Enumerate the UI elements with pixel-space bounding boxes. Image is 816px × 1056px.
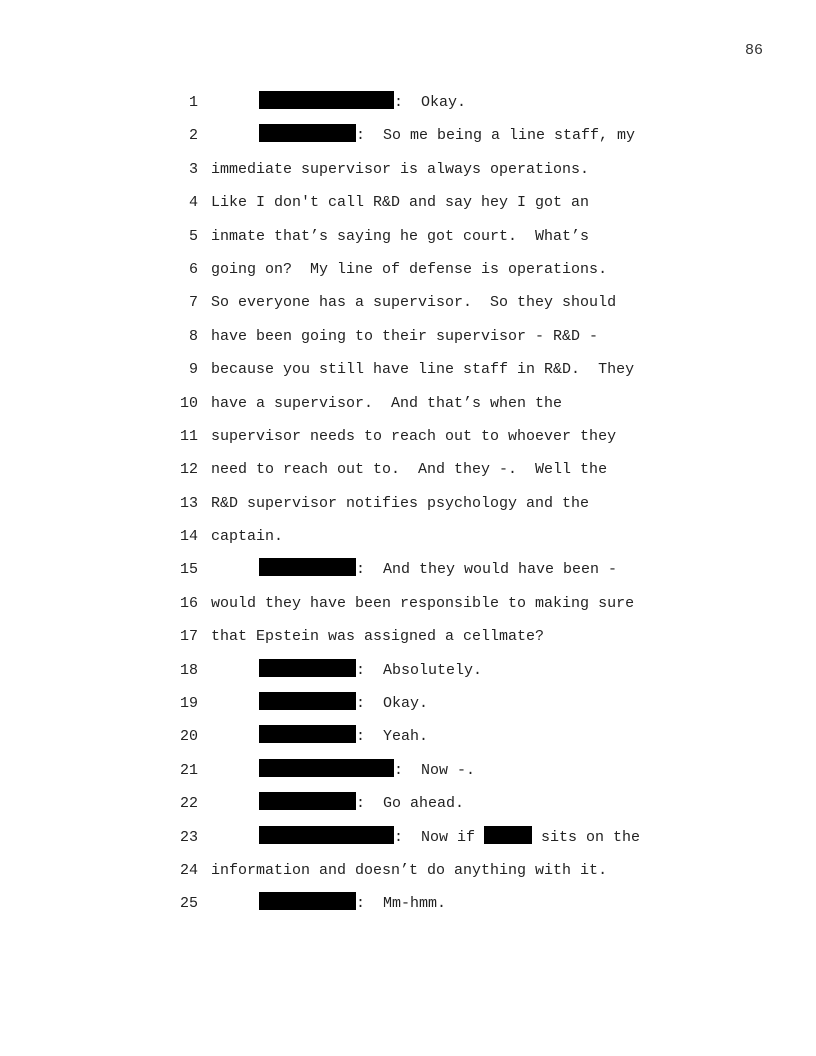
speaker-turn (259, 123, 635, 149)
speaker-turn (259, 90, 466, 116)
line-number: 4 (188, 194, 198, 212)
line-number: 22 (179, 795, 198, 813)
transcript-line (0, 257, 816, 290)
transcript-line (0, 524, 816, 557)
line-text: : Absolutely. (356, 661, 483, 679)
line-text: : Now -. (394, 761, 476, 779)
speaker-turn (259, 724, 428, 750)
line-text (211, 257, 607, 283)
transcript-line (0, 424, 816, 457)
line-number: 15 (179, 561, 198, 579)
speaker-turn (259, 791, 464, 817)
page-number: 86 (744, 42, 763, 59)
line-text (211, 591, 634, 617)
speaker-redaction (259, 659, 356, 677)
line-text: : Okay. (356, 695, 429, 713)
line-number: 24 (179, 861, 198, 879)
line-text-after: sits on the (532, 828, 641, 846)
speaker-turn (259, 557, 617, 583)
line-text: have a supervisor. And that’s when the (211, 394, 563, 412)
line-text: : So me being a line staff, my (356, 127, 636, 145)
line-number: 2 (188, 127, 198, 145)
speaker-turn (259, 691, 428, 717)
speaker-redaction (259, 558, 356, 576)
inline-redaction (484, 826, 532, 844)
line-number: 25 (179, 895, 198, 913)
line-text: : Go ahead. (356, 795, 465, 813)
line-number: 12 (179, 461, 198, 479)
line-text (211, 491, 589, 517)
line-text (211, 324, 598, 350)
line-text (211, 357, 634, 383)
speaker-redaction (259, 826, 394, 844)
transcript-line (0, 825, 816, 858)
transcript-line (0, 190, 816, 223)
line-text: going on? My line of defense is operations. (211, 260, 608, 278)
line-text: : Yeah. (356, 728, 429, 746)
line-text (211, 624, 544, 650)
transcript-line (0, 724, 816, 757)
speaker-redaction (259, 792, 356, 810)
line-text: information and doesn’t do anything with it. (211, 861, 608, 879)
line-text: : Mm-hmm. (356, 895, 447, 913)
line-text: need to reach out to. And they -. Well the (211, 461, 608, 479)
line-number: 18 (179, 661, 198, 679)
transcript-line (0, 491, 816, 524)
line-number: 17 (179, 628, 198, 646)
line-number: 3 (188, 160, 198, 178)
transcript-line (0, 224, 816, 257)
transcript-body (0, 90, 816, 925)
line-number: 23 (179, 828, 198, 846)
transcript-line (0, 624, 816, 657)
line-number: 9 (188, 361, 198, 379)
transcript-line (0, 591, 816, 624)
line-text: Like I don't call R&D and say hey I got an (211, 194, 590, 212)
line-number: 20 (179, 728, 198, 746)
speaker-redaction (259, 892, 356, 910)
line-number: 6 (188, 260, 198, 278)
transcript-line (0, 891, 816, 924)
line-text (211, 858, 607, 884)
line-text: have been going to their supervisor - R&D - (211, 327, 599, 345)
transcript-line (0, 357, 816, 390)
transcript-line (0, 858, 816, 891)
line-text: So everyone has a supervisor. So they should (211, 294, 617, 312)
line-number: 10 (179, 394, 198, 412)
line-text: because you still have line staff in R&D. They (211, 361, 635, 379)
speaker-redaction (259, 692, 356, 710)
transcript-line (0, 691, 816, 724)
line-number: 8 (188, 327, 198, 345)
line-text: immediate supervisor is always operations. (211, 160, 590, 178)
line-number: 7 (188, 294, 198, 312)
line-text: : Okay. (394, 94, 467, 111)
line-text (211, 290, 616, 316)
line-number: 5 (188, 227, 198, 245)
line-number: 19 (179, 695, 198, 713)
speaker-redaction (259, 124, 356, 142)
speaker-turn (259, 658, 482, 684)
line-text: captain. (211, 528, 284, 546)
line-text (211, 224, 589, 250)
line-text (211, 424, 616, 450)
speaker-redaction (259, 91, 394, 109)
speaker-redaction (259, 759, 394, 777)
speaker-turn (259, 758, 475, 784)
transcript-line (0, 391, 816, 424)
transcript-line (0, 557, 816, 590)
line-number: 14 (179, 528, 198, 546)
line-text (211, 524, 283, 550)
speaker-turn (259, 891, 446, 917)
line-text: : And they would have been - (356, 561, 618, 579)
line-text: that Epstein was assigned a cellmate? (211, 628, 545, 646)
line-text (211, 391, 562, 417)
speaker-redaction (259, 725, 356, 743)
line-number: 21 (179, 761, 198, 779)
transcript-line (0, 157, 816, 190)
transcript-line (0, 658, 816, 691)
line-text (211, 457, 607, 483)
transcript-line (0, 791, 816, 824)
transcript-line (0, 324, 816, 357)
line-number: 11 (179, 427, 198, 445)
transcript-line (0, 123, 816, 156)
transcript-line (0, 290, 816, 323)
line-text: R&D supervisor notifies psychology and the (211, 494, 590, 512)
line-text: would they have been responsible to making sure (211, 594, 635, 612)
line-text: supervisor needs to reach out to whoever they (211, 427, 617, 445)
line-number: 1 (188, 94, 198, 111)
line-text: : Now if (394, 828, 485, 846)
line-text: inmate that’s saying he got court. What’s (211, 227, 590, 245)
transcript-line (0, 758, 816, 791)
line-number: 13 (179, 494, 198, 512)
line-number: 16 (179, 594, 198, 612)
transcript-line (0, 90, 816, 123)
speaker-turn (259, 825, 640, 851)
line-text (211, 157, 589, 183)
line-text (211, 190, 589, 216)
transcript-line (0, 457, 816, 490)
